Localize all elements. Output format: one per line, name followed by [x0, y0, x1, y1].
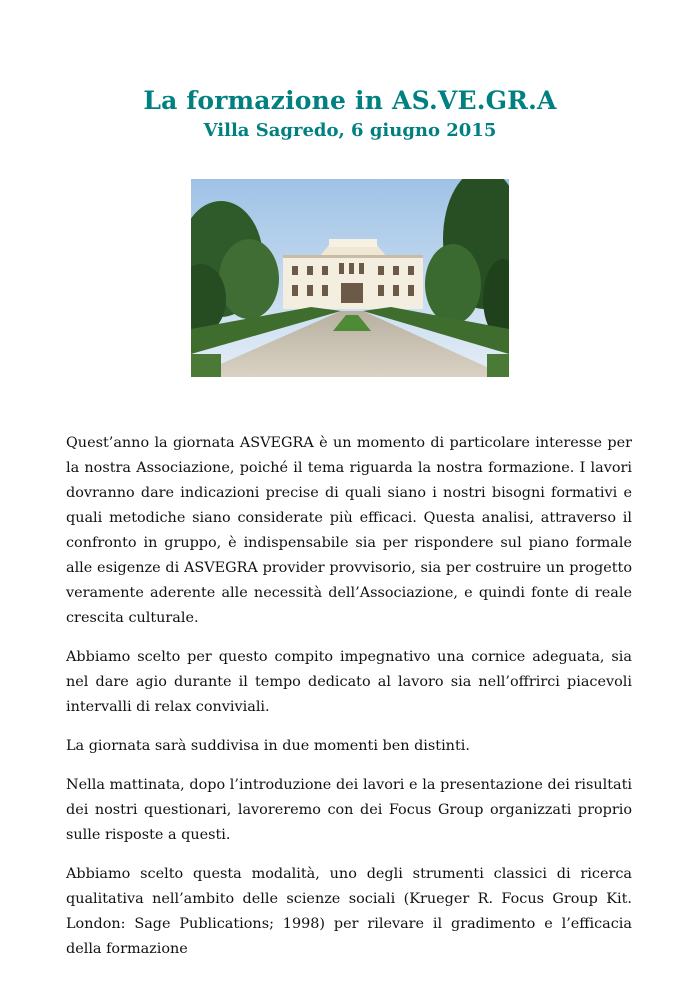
paragraph-5: Abbiamo scelto questa modalità, uno degli strumenti classici di ricerca qualitativa nell’ambito delle scienze sociali (Krueger R. Focus Group Kit. London: Sage Publications; 1998) per rilevare il gradimento e l’efficacia della formazione [66, 866, 632, 957]
paragraph-4: Nella mattinata, dopo l’introduzione dei lavori e la presentazione dei risultati dei nostri questionari, lavoreremo con dei Focus Group organizzati proprio sulle risposte a questi. [66, 777, 632, 843]
page-subtitle: Villa Sagredo, 6 giugno 2015 [203, 120, 497, 141]
body-text [66, 431, 632, 976]
villa-photo [191, 179, 509, 377]
page-title: La formazione in AS.VE.GR.A [143, 86, 557, 115]
paragraph-3: La giornata sarà suddivisa in due momenti ben distinti. [66, 738, 470, 754]
paragraph-2: Abbiamo scelto per questo compito impegnativo una cornice adeguata, sia nel dare agio durante il tempo dedicato al lavoro sia nell’offrirci piacevoli intervalli di relax conviviali. [66, 649, 632, 715]
paragraph-1: Quest’anno la giornata ASVEGRA è un momento di particolare interesse per la nostra Associazione, poiché il tema riguarda la nostra formazione. I lavori dovranno dare indicazioni precise di quali siano i nostri bisogni formativi e quali metodiche siano considerate più efficaci. Questa analisi, attraverso il confronto in gruppo, è indispensabile sia per rispondere sul piano formale alle esigenze di ASVEGRA provider provvisorio, sia per costruire un progetto veramente aderente alle necessità dell’Associazione, e quindi fonte di reale crescita culturale. [66, 435, 632, 626]
